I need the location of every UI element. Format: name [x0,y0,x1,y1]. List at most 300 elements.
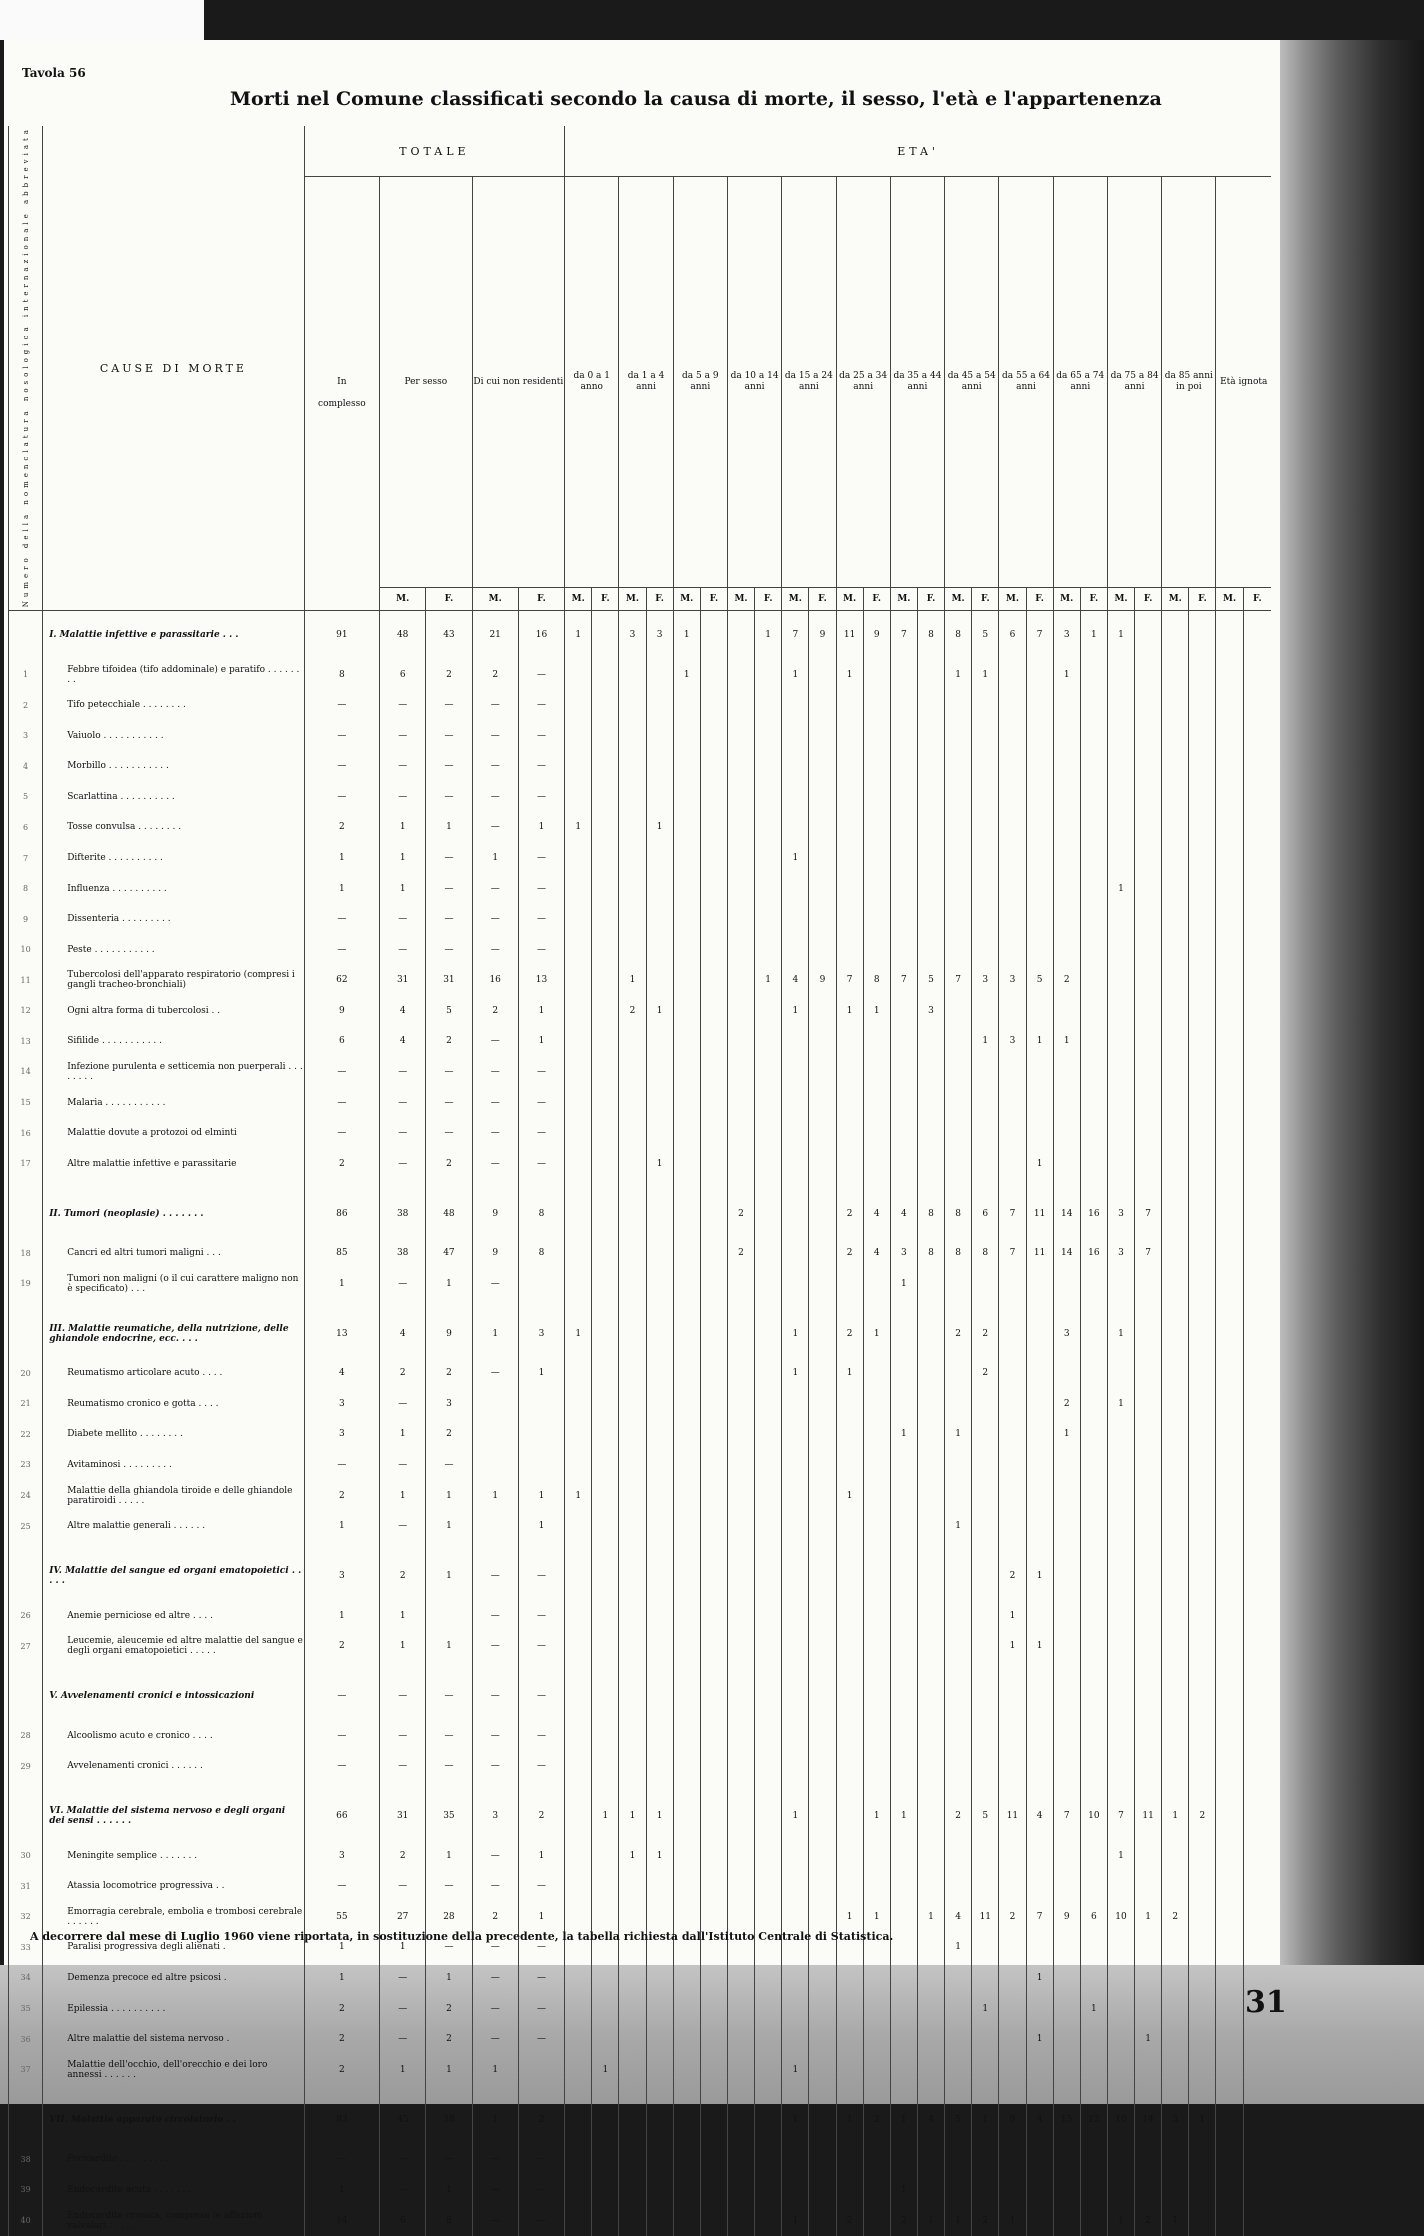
age-cell [945,812,972,843]
age-cell [727,1419,754,1450]
age-cell: 15 [1053,2096,1080,2144]
age-cell [1135,1600,1162,1631]
total-value: — [304,1118,379,1149]
age-cell [1135,1963,1162,1994]
total-value: — [304,1871,379,1902]
age-cell [999,904,1026,935]
age-cell: 2 [1189,1792,1216,1840]
row-number: 5 [9,782,43,813]
age-cell [782,2144,809,2175]
age-cell [1080,751,1107,782]
age-cell [836,873,863,904]
age-cell [1135,2054,1162,2085]
age-cell: 1 [565,1310,592,1358]
age-cell: 3 [619,611,646,660]
age-cell [673,873,700,904]
table-row [9,1358,1272,1389]
male-nonresident: — [472,1672,518,1720]
age-cell [1107,1963,1134,1994]
age-cell [619,1902,646,1933]
age-cell [836,1148,863,1179]
age-cell [782,1631,809,1662]
age-cell [565,690,592,721]
age-cell [1107,659,1134,690]
section-row [9,1190,1272,1238]
male-total: — [380,782,426,813]
age-cell [592,1389,619,1420]
age-cell [1107,1720,1134,1751]
age-cell [673,812,700,843]
age-cell [1216,690,1243,721]
age-cell [1026,2205,1053,2236]
age-cell [999,996,1026,1027]
age-cell [1107,1993,1134,2024]
female-total: 2 [426,1358,472,1389]
age-cell [1162,1871,1189,1902]
table-row [9,1993,1272,2024]
age-cell [646,721,673,752]
age-cell [1162,1310,1189,1358]
age-cell [619,1480,646,1511]
male-total: 4 [380,996,426,1027]
female-total: 48 [426,1190,472,1238]
age-cell [1135,1720,1162,1751]
age-cell: 1 [836,659,863,690]
male-nonresident: — [472,721,518,752]
age-cell [1216,1268,1243,1299]
age-cell: 1 [1107,1310,1134,1358]
age-cell [999,2054,1026,2085]
age-cell: 8 [945,1238,972,1269]
age-cell [1243,1118,1271,1149]
total-value: 13 [304,1310,379,1358]
age-cell [809,751,836,782]
age-cell [565,1358,592,1389]
age-cell [945,843,972,874]
age-cell [917,659,944,690]
female-total: 2 [426,1419,472,1450]
cause-label: Paralisi progressiva degli alienati . [43,1932,304,1963]
age-cell [700,1792,727,1840]
age-cell [592,1552,619,1600]
cause-label: Peste . . . . . . . . . . . [43,934,304,965]
total-value: 2 [304,1993,379,2024]
age-cell: 8 [917,1190,944,1238]
age-cell: 1 [836,2096,863,2144]
age-cell: 1 [890,2096,917,2144]
age-cell [1053,996,1080,1027]
age-cell [1162,659,1189,690]
age-cell [727,1118,754,1149]
age-cell [646,2144,673,2175]
cause-label: Malattie dovute a protozoi od elminti [43,1118,304,1149]
age-cell [1216,1238,1243,1269]
age-cell [1135,1672,1162,1720]
age-cell [1053,1480,1080,1511]
age-cell [1243,1310,1271,1358]
age-cell [700,1450,727,1481]
male-total: — [380,1148,426,1179]
age-cell: 2 [836,1190,863,1238]
age-cell [1243,1268,1271,1299]
age-cell [1135,1310,1162,1358]
age-cell: 11 [836,611,863,660]
female-total: — [426,1720,472,1751]
age-cell: 3 [999,965,1026,996]
age-cell [945,751,972,782]
age-cell [1243,1720,1271,1751]
cause-label: Cancri ed altri tumori maligni . . . [43,1238,304,1269]
age-cell: 16 [1080,1190,1107,1238]
age-cell [619,1190,646,1238]
age-cell: 11 [972,1902,999,1933]
age-cell [565,721,592,752]
age-cell [1162,965,1189,996]
female-total: — [426,1087,472,1118]
age-cell [619,873,646,904]
male-total: 1 [380,2054,426,2085]
female-total: 47 [426,1238,472,1269]
age-cell [646,1720,673,1751]
age-cell [890,812,917,843]
age-cell [673,690,700,721]
age-cell [972,1631,999,1662]
male-nonresident: 21 [472,611,518,660]
cause-label: Emorragia cerebrale, embolia e trombosi cerebrale . . . . . . [43,1902,304,1933]
age-cell [727,1268,754,1299]
male-total: 4 [380,1310,426,1358]
age-cell [836,1389,863,1420]
age-cell [700,1902,727,1933]
age-cell [565,2205,592,2236]
age-cell [619,904,646,935]
section-row [9,2096,1272,2144]
age-cell [1216,2144,1243,2175]
age-cell [646,1190,673,1238]
age-cell [700,721,727,752]
age-cell [782,1871,809,1902]
age-cell: 1 [646,812,673,843]
age-cell [619,1026,646,1057]
age-cell [619,1419,646,1450]
age-cell [1053,1358,1080,1389]
age-cell: 11 [999,1792,1026,1840]
age-cell [1162,1148,1189,1179]
age-cell: 1 [1107,2205,1134,2236]
age-cell [592,1963,619,1994]
age-cell [673,1993,700,2024]
age-cell [1107,2024,1134,2055]
age-cell [945,1087,972,1118]
age-cell [619,721,646,752]
age-cell [727,1087,754,1118]
age-cell: 1 [1053,1026,1080,1057]
male-header: M. [1053,588,1080,611]
cause-label: Altre malattie del sistema nervoso . [43,2024,304,2055]
female-total: 1 [426,1631,472,1662]
age-cell [1189,1118,1216,1149]
male-total: — [380,1087,426,1118]
age-cell [700,1118,727,1149]
female-total: — [426,1871,472,1902]
age-cell [999,2024,1026,2055]
female-total: — [426,904,472,935]
table-row [9,1148,1272,1179]
row-number: 22 [9,1419,43,1450]
age-cell [592,782,619,813]
age-cell [999,1840,1026,1871]
age-cell [727,2096,754,2144]
age-cell [1135,965,1162,996]
age-cell [782,1480,809,1511]
age-cell [782,782,809,813]
age-cell [1080,1450,1107,1481]
male-total: 6 [380,2205,426,2236]
table-row [9,690,1272,721]
age-cell [565,965,592,996]
age-cell [1216,1190,1243,1238]
female-total: 1 [426,2054,472,2085]
age-cell: 2 [727,1238,754,1269]
age-cell [809,1840,836,1871]
cause-label: Atassia locomotrice progressiva . . [43,1871,304,1902]
female-nonresident: 1 [518,996,564,1027]
age-cell [1162,1268,1189,1299]
age-cell [945,1358,972,1389]
age-cell [1189,1310,1216,1358]
age-cell [673,2174,700,2205]
age-cell: 1 [972,2096,999,2144]
row-number: 11 [9,965,43,996]
age-cell [565,1720,592,1751]
age-cell [1135,1480,1162,1511]
age-cell [917,1963,944,1994]
age-cell [700,611,727,660]
age-cell [646,2174,673,2205]
age-cell: 10 [1080,1792,1107,1840]
age-cell: 2 [999,1902,1026,1933]
age-cell [700,659,727,690]
male-nonresident [472,1419,518,1450]
age-cell [863,690,890,721]
age-cell [890,1720,917,1751]
female-total: 2 [426,659,472,690]
age-cell [999,659,1026,690]
age-cell [1243,1419,1271,1450]
age-cell [1053,2024,1080,2055]
female-total: — [426,1057,472,1088]
age-cell [646,2054,673,2085]
age-cell [755,751,782,782]
female-total: — [426,1932,472,1963]
age-cell [809,1118,836,1149]
age-cell [1107,2174,1134,2205]
male-header: M. [890,588,917,611]
age-cell [1162,1600,1189,1631]
age-cell [1189,1751,1216,1782]
age-cell [646,1993,673,2024]
row-number: 33 [9,1932,43,1963]
age-cell [1162,1552,1189,1600]
cause-label: Altre malattie generali . . . . . . [43,1511,304,1542]
age-cell [1243,2144,1271,2175]
age-cell [1243,1902,1271,1933]
age-cell [592,1600,619,1631]
female-nonresident: — [518,2174,564,2205]
age-cell [755,1871,782,1902]
male-total: — [380,690,426,721]
age-cell [809,2096,836,2144]
age-cell [673,843,700,874]
male-nonresident [472,1450,518,1481]
female-nonresident: — [518,659,564,690]
age-cell [755,1840,782,1871]
male-nonresident: — [472,1358,518,1389]
female-total: 9 [426,1310,472,1358]
age-cell [1053,751,1080,782]
age-cell: 2 [836,1310,863,1358]
age-cell [1080,2144,1107,2175]
age-cell [1243,934,1271,965]
total-value: — [304,1720,379,1751]
age-cell [945,2024,972,2055]
age-cell [809,1148,836,1179]
age-cell [755,2096,782,2144]
age-cell: 2 [863,2096,890,2144]
age-cell [1053,1751,1080,1782]
age-cell [700,904,727,935]
age-cell [1026,843,1053,874]
age-cell: 9 [863,611,890,660]
age-cell: 11 [1026,1238,1053,1269]
age-cell [1053,721,1080,752]
in-complesso-header: In complesso [304,177,379,611]
age-cell: 7 [890,965,917,996]
age-cell [673,2096,700,2144]
age-cell [1080,1840,1107,1871]
age-cell [673,934,700,965]
male-total: 1 [380,1600,426,1631]
age-cell: 3 [972,965,999,996]
age-cell [1216,1792,1243,1840]
age-cell [1080,2054,1107,2085]
age-cell [1243,843,1271,874]
total-value: 3 [304,1552,379,1600]
age-cell [1026,1720,1053,1751]
male-nonresident: — [472,904,518,935]
age-cell [700,934,727,965]
total-value: 85 [304,1238,379,1269]
age-cell [836,782,863,813]
age-cell [972,1480,999,1511]
age-cell [1162,1840,1189,1871]
age-cell [809,1268,836,1299]
female-nonresident: 1 [518,1840,564,1871]
cause-label: Avvelenamenti cronici . . . . . . [43,1751,304,1782]
table-row [9,1902,1272,1933]
age-cell: 10 [1107,1902,1134,1933]
age-cell [863,1026,890,1057]
age-cell [890,1310,917,1358]
male-nonresident: — [472,1026,518,1057]
age-cell [945,934,972,965]
row-number: 36 [9,2024,43,2055]
age-cell [782,1720,809,1751]
age-cell [782,1751,809,1782]
age-cell: 7 [1053,1792,1080,1840]
age-cell [1189,1552,1216,1600]
female-total: 1 [426,1840,472,1871]
age-cell [972,1600,999,1631]
age-cell [565,782,592,813]
age-cell: 3 [917,996,944,1027]
age-cell [619,1087,646,1118]
row-number: 7 [9,843,43,874]
row-number: 31 [9,1871,43,1902]
age-cell [863,1672,890,1720]
total-value: 6 [304,1026,379,1057]
age-group-header: da 25 a 34 anni [836,177,890,588]
female-nonresident: — [518,721,564,752]
table-row [9,1419,1272,1450]
female-header: F. [426,588,472,611]
age-cell [755,1631,782,1662]
age-cell [1189,904,1216,935]
age-cell: 1 [972,1993,999,2024]
age-cell [1243,1840,1271,1871]
age-cell [755,843,782,874]
age-cell [1162,996,1189,1027]
age-cell [727,751,754,782]
age-cell [1080,2024,1107,2055]
age-cell [592,904,619,935]
female-total: 38 [426,2096,472,2144]
female-total: 5 [426,996,472,1027]
age-cell [673,965,700,996]
age-cell: 1 [1026,1631,1053,1662]
age-cell [1135,1450,1162,1481]
total-value: 2 [304,812,379,843]
age-cell: 1 [646,1148,673,1179]
age-cell [1135,1419,1162,1450]
age-cell [619,1511,646,1542]
female-total: — [426,843,472,874]
age-group-header: da 75 a 84 anni [1107,177,1161,588]
age-cell [1135,1118,1162,1149]
age-cell [1216,1358,1243,1389]
age-cell [755,690,782,721]
female-nonresident: — [518,1631,564,1662]
age-cell [1189,1963,1216,1994]
female-nonresident: 8 [518,1238,564,1269]
age-cell [1135,1057,1162,1088]
age-cell [945,2144,972,2175]
age-cell [755,1268,782,1299]
age-cell [755,721,782,752]
row-number: 9 [9,904,43,935]
age-cell [619,782,646,813]
row-number: 10 [9,934,43,965]
age-cell [619,2205,646,2236]
age-cell [1107,1419,1134,1450]
age-cell [646,1552,673,1600]
female-total: — [426,721,472,752]
age-cell [1053,690,1080,721]
age-cell [1162,1238,1189,1269]
age-cell [673,1419,700,1450]
age-cell [863,843,890,874]
table-row [9,1450,1272,1481]
